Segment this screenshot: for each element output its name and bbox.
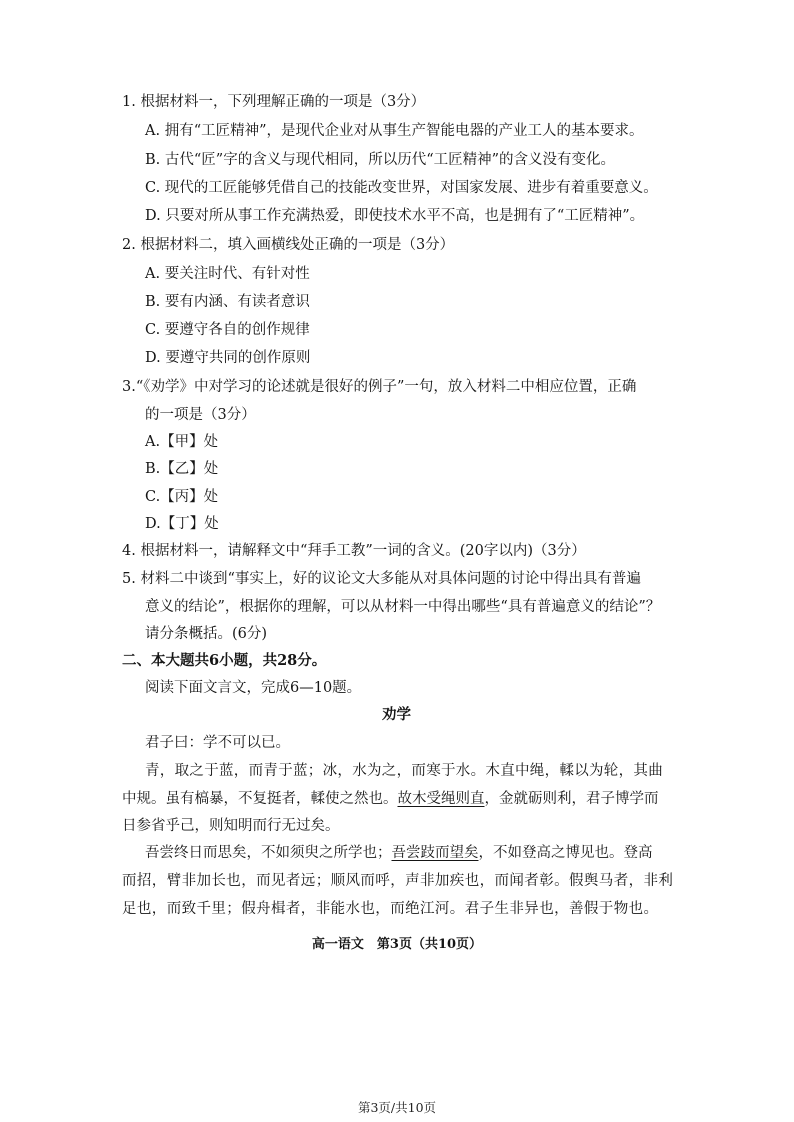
q1-option-a: A. 拥有“工匠精神”，是现代企业对从事生产智能电器的产业工人的基本要求。 bbox=[145, 123, 644, 139]
passage-paragraph-3-line-2: 而招，臂非加长也，而见者远；顺风而呼，声非加疾也，而闻者彰。假舆马者，非利 bbox=[122, 873, 674, 889]
q3-option-b: B.【乙】处 bbox=[145, 461, 219, 477]
passage-paragraph-2-line-2 bbox=[122, 789, 659, 809]
passage-text: 中规。虽有槁暴，不复挺者，輮使之然也。 bbox=[122, 791, 398, 807]
q1-option-b: B. 古代“匠”字的含义与现代相同，所以历代“工匠精神”的含义没有变化。 bbox=[145, 152, 616, 168]
q3-option-a: A.【甲】处 bbox=[145, 434, 219, 450]
q2-option-a: A. 要关注时代、有针对性 bbox=[145, 266, 310, 282]
q5-line2: 意义的结论”，根据你的理解，可以从材料一中得出哪些“具有普遍意义的结论”？ bbox=[145, 599, 661, 615]
passage-text: ，不如登高之博见也。登高 bbox=[478, 845, 653, 861]
section2-instruction: 阅读下面文言文，完成6—10题。 bbox=[145, 680, 362, 696]
q3-stem-line2: 的一项是（3分） bbox=[145, 407, 256, 423]
passage-text: ，金就砺则利，君子博学而 bbox=[484, 791, 659, 807]
underlined-sentence: 故木受绳则直 bbox=[397, 791, 485, 807]
q3-option-c: C.【丙】处 bbox=[145, 489, 219, 505]
underlined-sentence: 吾尝跂而望矣 bbox=[391, 845, 479, 861]
q4-stem: 4. 根据材料一，请解释文中“拜手工教”一词的含义。(20字以内)（3分） bbox=[122, 543, 586, 559]
q5-line3: 请分条概括。(6分) bbox=[145, 626, 268, 642]
q1-option-c: C. 现代的工匠能够凭借自己的技能改变世界，对国家发展、进步有着重要意义。 bbox=[145, 180, 658, 196]
q1-stem: 1. 根据材料一，下列理解正确的一项是（3分） bbox=[122, 94, 426, 110]
passage-paragraph-2-line-3: 日参省乎己，则知明而行无过矣。 bbox=[122, 818, 340, 834]
q2-option-c: C. 要遵守各自的创作规律 bbox=[145, 322, 310, 338]
exam-footer: 高一语文 第3页（共10页） bbox=[311, 937, 483, 952]
passage-paragraph-2-line-1: 青，取之于蓝，而青于蓝；冰，水为之，而寒于水。木直中绳，輮以为轮，其曲 bbox=[145, 763, 663, 779]
q1-option-d: D. 只要对所从事工作充满热爱，即使技术水平不高，也是拥有了“工匠精神”。 bbox=[145, 208, 645, 224]
passage-title: 劝学 bbox=[382, 706, 411, 723]
page-number: 第3页/共10页 bbox=[357, 1100, 437, 1115]
q2-stem: 2. 根据材料二，填入画横线处正确的一项是（3分） bbox=[122, 237, 455, 253]
section2-heading: 二、本大题共6小题，共28分。 bbox=[122, 652, 327, 669]
passage-paragraph-1: 君子曰：学不可以已。 bbox=[145, 735, 290, 751]
passage-text: 吾尝终日而思矣，不如须臾之所学也； bbox=[145, 845, 392, 861]
q3-option-d: D.【丁】处 bbox=[145, 516, 219, 532]
q3-stem-line1: 3.“《劝学》中对学习的论述就是很好的例子”一句，放入材料二中相应位置，正确 bbox=[122, 379, 637, 395]
passage-paragraph-3-line-3: 足也，而致千里；假舟楫者，非能水也，而绝江河。君子生非异也，善假于物也。 bbox=[122, 901, 659, 917]
passage-paragraph-3-line-1 bbox=[145, 843, 653, 863]
q5-line1: 5. 材料二中谈到“事实上，好的议论文大多能从对具体问题的讨论中得出具有普遍 bbox=[122, 571, 641, 587]
q2-option-d: D. 要遵守共同的创作原则 bbox=[145, 350, 311, 366]
q2-option-b: B. 要有内涵、有读者意识 bbox=[145, 294, 310, 310]
